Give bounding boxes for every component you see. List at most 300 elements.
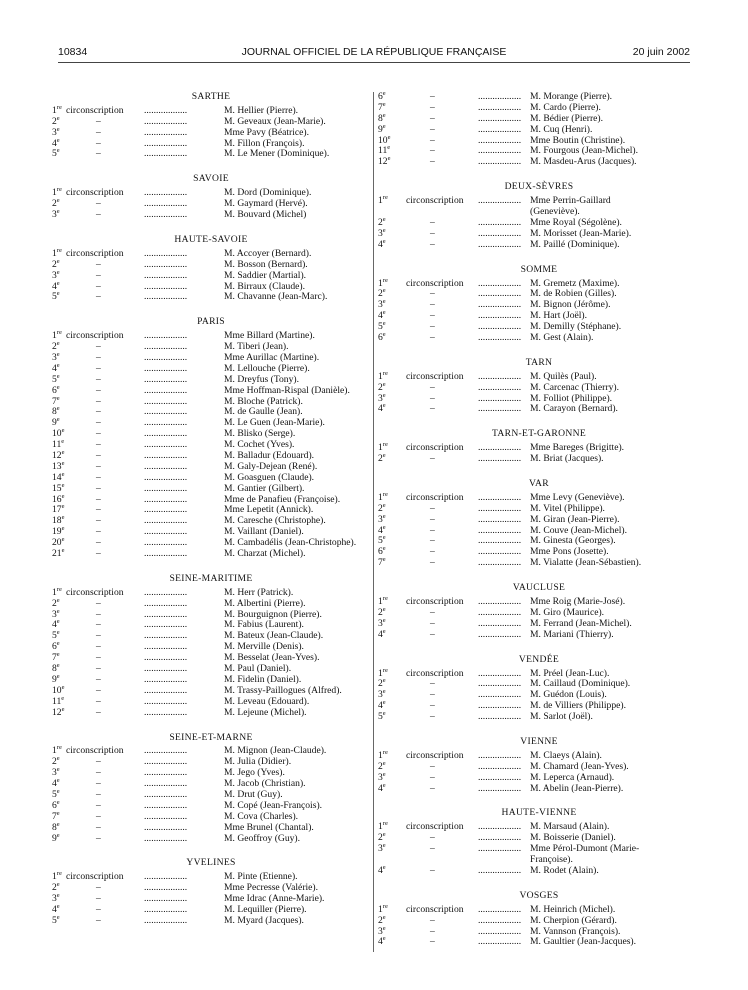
circonscription-number: 9e xyxy=(378,122,386,135)
ditto-dash: – xyxy=(430,513,435,525)
deputy-name: M. Giran (Jean-Pierre). xyxy=(530,513,620,525)
leader-dots: .................. xyxy=(478,914,522,926)
deputy-name: Mme Billard (Martine). xyxy=(224,330,315,342)
leader-dots: .................. xyxy=(144,137,188,149)
leader-dots: .................. xyxy=(144,684,188,696)
leader-dots: .................. xyxy=(478,557,522,569)
leader-dots: .................. xyxy=(144,799,188,811)
circonscription-row xyxy=(378,770,700,784)
circonscription-number: 3e xyxy=(52,891,60,905)
ditto-dash: – xyxy=(430,864,435,876)
circonscription-number: 21e xyxy=(52,546,65,560)
circonscription-number: 5e xyxy=(52,290,60,303)
deputy-name: M. Merville (Denis). xyxy=(224,641,304,653)
leader-dots: .................. xyxy=(478,123,522,135)
circonscription-number: 3e xyxy=(378,616,386,629)
circonscription-number: 3e xyxy=(52,607,60,620)
deputy-name: M. de Gaulle (Jean). xyxy=(224,406,303,418)
circonscription-row xyxy=(52,694,370,708)
department-title: VAUCLUSE xyxy=(512,582,566,594)
leader-dots: .................. xyxy=(478,101,522,113)
deputy-name: M. Ginesta (Georges). xyxy=(530,535,616,547)
circonscription-number: 1re xyxy=(378,594,388,608)
leader-dots: .................. xyxy=(478,453,522,465)
leader-dots: .................. xyxy=(144,778,188,790)
leader-dots: .................. xyxy=(144,526,188,538)
leader-dots: .................. xyxy=(144,395,188,407)
circonscription-number: 3e xyxy=(378,298,386,311)
deputy-name: M. Goasguen (Claude). xyxy=(224,471,315,483)
ditto-dash: – xyxy=(430,238,435,250)
circonscription-number: 3e xyxy=(378,226,386,239)
leader-dots: .................. xyxy=(478,310,522,322)
circonscription-row xyxy=(378,863,700,877)
leader-dots: .................. xyxy=(478,535,522,547)
deputy-name: M. Chamard (Jean-Yves). xyxy=(530,760,629,772)
leader-dots: .................. xyxy=(144,384,188,396)
circonscription-row xyxy=(378,781,700,795)
ditto-dash: – xyxy=(430,453,435,465)
leader-dots: .................. xyxy=(144,291,188,303)
deputy-name: M. Le Mener (Dominique). xyxy=(224,148,330,160)
leader-dots: .................. xyxy=(144,756,188,768)
deputy-name: M. Caillaud (Dominique). xyxy=(530,678,631,690)
deputy-name: M. Trassy-Paillogues (Alfred). xyxy=(224,684,342,696)
circonscription-number: 2e xyxy=(52,114,60,127)
deputy-name: M. Guédon (Louis). xyxy=(530,689,607,701)
deputy-name: M. Préel (Jean-Luc). xyxy=(530,667,610,679)
leader-dots: .................. xyxy=(478,864,522,876)
deputy-name: M. Blisko (Serge). xyxy=(224,428,296,440)
department-title: TARN xyxy=(525,356,553,368)
ditto-dash: – xyxy=(96,291,101,303)
ditto-dash: – xyxy=(430,936,435,948)
deputy-name: M. Galy-Dejean (René). xyxy=(224,460,318,472)
circonscription-number: 4e xyxy=(52,902,60,915)
ditto-dash: – xyxy=(96,280,101,292)
leader-dots: .................. xyxy=(478,392,522,404)
leader-dots: .................. xyxy=(144,904,188,915)
deputy-name: Mme Bareges (Brigitte). xyxy=(530,442,625,454)
ditto-dash: – xyxy=(96,493,101,505)
leader-dots: .................. xyxy=(144,209,188,221)
ditto-dash: – xyxy=(430,689,435,701)
circonscription-label: circonscription xyxy=(406,749,464,761)
deputy-name: M. Julia (Didier). xyxy=(224,756,292,768)
ditto-dash: – xyxy=(430,617,435,629)
circonscription-label: circonscription xyxy=(406,442,464,454)
circonscription-number: 8e xyxy=(52,405,60,418)
ditto-dash: – xyxy=(96,608,101,620)
circonscription-number: 12e xyxy=(52,705,65,718)
circonscription-number: 1re xyxy=(52,329,62,342)
deputy-name: M. Bateux (Jean-Claude). xyxy=(224,630,324,642)
leader-dots: .................. xyxy=(144,187,188,199)
circonscription-number: 4e xyxy=(52,136,60,149)
deputy-name: M. Boisserie (Daniel). xyxy=(530,832,616,844)
deputy-name: M. Quilès (Paul). xyxy=(530,370,597,382)
circonscription-row xyxy=(378,122,700,136)
leader-dots: .................. xyxy=(478,381,522,393)
circonscription-number: 1re xyxy=(378,666,388,679)
circonscription-number: 4e xyxy=(52,361,60,374)
circonscription-row xyxy=(378,627,700,641)
deputy-name: M. Bosson (Bernard). xyxy=(224,258,308,270)
ditto-dash: – xyxy=(96,832,101,844)
deputy-name: M. Pinte (Etienne). xyxy=(224,871,298,883)
circonscription-number: 4e xyxy=(378,781,386,794)
ditto-dash: – xyxy=(96,641,101,653)
ditto-dash: – xyxy=(430,156,435,168)
deputy-name: M. Vitel (Philippe). xyxy=(530,502,605,514)
leader-dots: .................. xyxy=(144,706,188,718)
circonscription-row xyxy=(52,809,370,823)
deputy-name: M. de Robien (Gilles). xyxy=(530,288,617,300)
deputy-name: Mme Hoffman-Rispal (Danièle). xyxy=(224,384,350,396)
ditto-dash: – xyxy=(96,137,101,149)
ditto-dash: – xyxy=(96,767,101,779)
deputy-name: Mme Royal (Ségolène). xyxy=(530,216,622,228)
department-title: VENDÉE xyxy=(518,653,560,665)
ditto-dash: – xyxy=(96,115,101,127)
leader-dots: .................. xyxy=(144,695,188,707)
circonscription-number: 5e xyxy=(52,372,60,385)
ditto-dash: – xyxy=(96,526,101,538)
leader-dots: .................. xyxy=(478,238,522,250)
circonscription-number: 8e xyxy=(52,661,60,675)
circonscription-number: 1re xyxy=(52,585,62,598)
circonscription-number: 4e xyxy=(52,279,60,292)
circonscription-number: 5e xyxy=(378,534,386,547)
leader-dots: .................. xyxy=(478,370,522,382)
ditto-dash: – xyxy=(430,628,435,640)
circonscription-number: 3e xyxy=(52,350,60,363)
leader-dots: .................. xyxy=(478,513,522,525)
circonscription-label: circonscription xyxy=(406,277,464,289)
deputy-name: M. Demilly (Stéphane). xyxy=(530,321,622,333)
leader-dots: .................. xyxy=(478,195,522,207)
circonscription-number: 7e xyxy=(378,100,386,113)
deputy-name: Mme Pons (Josette). xyxy=(530,546,609,558)
deputy-name: M. Leperca (Arnaud). xyxy=(530,771,615,783)
circonscription-number: 5e xyxy=(378,709,386,723)
deputy-name: M. Myard (Jacques). xyxy=(224,914,304,926)
leader-dots: .................. xyxy=(478,617,522,629)
leader-dots: .................. xyxy=(144,330,188,342)
circonscription-number: 5e xyxy=(52,913,60,926)
leader-dots: .................. xyxy=(478,524,522,536)
ditto-dash: – xyxy=(96,673,101,685)
deputy-name: Mme Roig (Marie-José). xyxy=(530,596,626,608)
deputy-name: M. Lejeune (Michel). xyxy=(224,706,307,718)
deputy-name: M. Bloche (Patrick). xyxy=(224,395,303,407)
leader-dots: .................. xyxy=(144,914,188,926)
circonscription-number: 2e xyxy=(378,287,386,300)
leader-dots: .................. xyxy=(144,417,188,429)
circonscription-number: 3e xyxy=(52,268,60,281)
ditto-dash: – xyxy=(96,597,101,609)
circonscription-number: 9e xyxy=(52,416,60,429)
circonscription-number: 6e xyxy=(52,640,60,653)
deputy-name: Mme Levy (Geneviève). xyxy=(530,491,625,503)
deputy-name: M. Fabius (Laurent). xyxy=(224,619,304,631)
ditto-dash: – xyxy=(96,395,101,407)
circonscription-number: 4e xyxy=(378,935,386,948)
ditto-dash: – xyxy=(96,341,101,353)
circonscription-row xyxy=(52,125,370,139)
deputy-name: M. Cochet (Yves). xyxy=(224,439,295,451)
circonscription-number: 1re xyxy=(378,490,388,503)
leader-dots: .................. xyxy=(144,871,188,883)
ditto-dash: – xyxy=(96,778,101,790)
left-column xyxy=(52,92,370,927)
leader-dots: .................. xyxy=(144,608,188,620)
circonscription-number: 1re xyxy=(378,369,388,382)
leader-dots: .................. xyxy=(144,439,188,451)
circonscription-number: 7e xyxy=(378,556,386,569)
deputy-name: M. Balladur (Edouard). xyxy=(224,450,315,461)
deputy-name: M. Gremetz (Maxime). xyxy=(530,277,620,289)
ditto-dash: – xyxy=(430,123,435,135)
leader-dots: .................. xyxy=(144,586,188,598)
deputy-name: M. Gaymard (Hervé). xyxy=(224,198,308,210)
deputy-name: M. Gantier (Gilbert). xyxy=(224,482,305,494)
leader-dots: .................. xyxy=(144,652,188,664)
ditto-dash: – xyxy=(96,652,101,664)
ditto-dash: – xyxy=(430,299,435,311)
leader-dots: .................. xyxy=(478,491,522,503)
circonscription-number: 3e xyxy=(378,688,386,701)
circonscription-number: 2e xyxy=(378,451,386,465)
circonscription-row xyxy=(52,913,370,927)
circonscription-number: 8e xyxy=(378,111,386,124)
deputy-name: Mme Boutin (Christine). xyxy=(530,134,626,146)
leader-dots: .................. xyxy=(144,341,188,353)
leader-dots: .................. xyxy=(478,403,522,415)
leader-dots: .................. xyxy=(144,504,188,516)
leader-dots: .................. xyxy=(144,767,188,779)
leader-dots: .................. xyxy=(478,91,522,102)
ditto-dash: – xyxy=(430,711,435,723)
ditto-dash: – xyxy=(96,548,101,560)
ditto-dash: – xyxy=(430,832,435,844)
circonscription-label: circonscription xyxy=(66,330,124,342)
circonscription-number: 9e xyxy=(52,831,60,844)
circonscription-number: 9e xyxy=(52,672,60,685)
leader-dots: .................. xyxy=(478,321,522,333)
leader-dots: .................. xyxy=(144,115,188,127)
circonscription-row xyxy=(378,902,700,916)
department-title: SEINE-ET-MARNE xyxy=(169,731,253,743)
ditto-dash: – xyxy=(430,771,435,783)
journal-title: JOURNAL OFFICIEL DE LA RÉPUBLIQUE FRANÇAISE xyxy=(241,46,507,58)
deputy-name: Mme Pavy (Béatrice). xyxy=(224,126,309,138)
ditto-dash: – xyxy=(96,904,101,915)
leader-dots: .................. xyxy=(478,606,522,618)
circonscription-row xyxy=(378,913,700,927)
leader-dots: .................. xyxy=(478,227,522,239)
circonscription-number: 2e xyxy=(52,339,60,353)
leader-dots: .................. xyxy=(478,442,522,454)
circonscription-label: circonscription xyxy=(66,745,124,757)
leader-dots: .................. xyxy=(144,428,188,440)
ditto-dash: – xyxy=(430,288,435,300)
ditto-dash: – xyxy=(430,331,435,343)
ditto-dash: – xyxy=(96,706,101,718)
leader-dots: .................. xyxy=(478,832,522,844)
department-title: VIENNE xyxy=(520,735,558,747)
circonscription-number: 1re xyxy=(378,193,388,207)
circonscription-number: 7e xyxy=(52,394,60,407)
circonscription-number: 19e xyxy=(52,525,65,538)
ditto-dash: – xyxy=(430,502,435,514)
circonscription-number: 4e xyxy=(378,402,386,415)
deputy-name: Mme Idrac (Anne-Marie). xyxy=(224,893,325,905)
circonscription-number: 6e xyxy=(52,383,60,396)
circonscription-number: 5e xyxy=(52,147,60,160)
leader-dots: .................. xyxy=(144,537,188,549)
deputy-name: M. Besselat (Jean-Yves). xyxy=(224,652,320,664)
deputy-name: M. Copé (Jean-François). xyxy=(224,799,323,811)
circonscription-number: 10e xyxy=(378,133,391,146)
circonscription-number: 10e xyxy=(52,683,65,696)
leader-dots: .................. xyxy=(144,406,188,418)
deputy-name: M. Paillé (Dominique). xyxy=(530,238,620,250)
deputy-name: Mme de Panafieu (Françoise). xyxy=(224,493,341,505)
deputy-name: M. Birraux (Claude). xyxy=(224,280,305,292)
ditto-dash: – xyxy=(96,362,101,374)
ditto-dash: – xyxy=(96,373,101,385)
circonscription-number: 18e xyxy=(52,514,65,527)
circonscription-row xyxy=(378,330,700,344)
deputy-name: M. Fidelin (Daniel). xyxy=(224,673,302,685)
ditto-dash: – xyxy=(430,134,435,146)
circonscription-row xyxy=(378,451,700,465)
leader-dots: .................. xyxy=(478,277,522,289)
deputy-name: M. Vannson (François). xyxy=(530,925,621,937)
department-title: PARIS xyxy=(197,316,225,328)
deputy-name: M. Giro (Maurice). xyxy=(530,606,605,618)
leader-dots: .................. xyxy=(478,216,522,228)
ditto-dash: – xyxy=(430,557,435,569)
deputy-name: M. Dreyfus (Tony). xyxy=(224,373,299,385)
circonscription-number: 1re xyxy=(378,748,388,761)
circonscription-number: 17e xyxy=(52,503,65,516)
ditto-dash: – xyxy=(96,209,101,221)
department-title: DEUX-SÈVRES xyxy=(504,181,574,193)
leader-dots: .................. xyxy=(478,299,522,311)
circonscription-number: 2e xyxy=(378,501,386,514)
leader-dots: .................. xyxy=(144,471,188,483)
ditto-dash: – xyxy=(96,515,101,527)
ditto-dash: – xyxy=(96,460,101,472)
circonscription-row xyxy=(52,292,370,303)
leader-dots: .................. xyxy=(144,482,188,494)
circonscription-label: circonscription xyxy=(406,667,464,679)
ditto-dash: – xyxy=(96,630,101,642)
circonscription-number: 2e xyxy=(52,881,60,894)
circonscription-number: 1re xyxy=(378,441,388,454)
circonscription-number: 11e xyxy=(52,437,65,451)
leader-dots: .................. xyxy=(144,258,188,270)
leader-dots: .................. xyxy=(144,788,188,800)
deputy-name: M. Paul (Daniel). xyxy=(224,663,292,675)
circonscription-row xyxy=(52,207,370,221)
deputy-name: M. Masdeu-Arus (Jacques). xyxy=(530,156,637,168)
circonscription-number: 2e xyxy=(52,755,60,768)
circonscription-number: 4e xyxy=(378,699,386,712)
deputy-name: M. Bignon (Jérôme). xyxy=(530,299,611,311)
department-title: SAVOIE xyxy=(193,173,229,185)
deputy-name: M. Cova (Charles). xyxy=(224,810,299,822)
leader-dots: .................. xyxy=(144,821,188,833)
circonscription-number: 1re xyxy=(52,870,62,883)
ditto-dash: – xyxy=(430,925,435,937)
leader-dots: .................. xyxy=(144,126,188,138)
circonscription-number: 3e xyxy=(52,125,60,138)
circonscription-label: circonscription xyxy=(406,821,464,833)
circonscription-number: 20e xyxy=(52,535,65,549)
ditto-dash: – xyxy=(430,112,435,124)
deputy-name: M. Morisset (Jean-Marie). xyxy=(530,227,632,239)
circonscription-row xyxy=(378,404,700,415)
deputy-name: M. Claeys (Alain). xyxy=(530,749,602,761)
circonscription-number: 4e xyxy=(378,627,386,640)
circonscription-number: 8e xyxy=(52,820,60,833)
ditto-dash: – xyxy=(96,810,101,822)
leader-dots: .................. xyxy=(478,628,522,640)
circonscription-number: 1re xyxy=(378,820,388,833)
department-title: SEINE-MARITIME xyxy=(169,572,253,584)
deputy-name: M. Drut (Guy). xyxy=(224,788,283,800)
circonscription-number: 3e xyxy=(52,207,60,221)
ditto-dash: – xyxy=(430,392,435,404)
leader-dots: .................. xyxy=(144,460,188,472)
deputy-name: M. Bédier (Pierre). xyxy=(530,112,603,124)
circonscription-number: 1re xyxy=(52,246,62,259)
ditto-dash: – xyxy=(430,843,435,855)
ditto-dash: – xyxy=(96,384,101,396)
circonscription-number: 4e xyxy=(378,309,386,322)
deputy-name: M. Bourguignon (Pierre). xyxy=(224,608,322,620)
deputy-name: Mme Pérol-Dumont (Marie-Françoise). xyxy=(530,843,640,866)
circonscription-row xyxy=(52,257,370,271)
circonscription-number: 14e xyxy=(52,470,65,483)
circonscription-number: 5e xyxy=(378,319,386,333)
circonscription-row xyxy=(52,596,370,610)
leader-dots: .................. xyxy=(478,667,522,679)
deputy-name: M. Sarlot (Joël). xyxy=(530,711,593,723)
deputy-name: M. Marsaud (Alain). xyxy=(530,821,610,833)
ditto-dash: – xyxy=(96,428,101,440)
department-title: HAUTE-VIENNE xyxy=(501,807,577,819)
leader-dots: .................. xyxy=(478,700,522,712)
leader-dots: .................. xyxy=(144,198,188,210)
ditto-dash: – xyxy=(96,269,101,281)
circonscription-row xyxy=(378,709,700,723)
deputy-name: M. Cherpion (Gérard). xyxy=(530,914,617,926)
ditto-dash: – xyxy=(96,406,101,418)
circonscription-label: circonscription xyxy=(406,370,464,382)
circonscription-number: 2e xyxy=(378,380,386,393)
department-title: HAUTE-SAVOIE xyxy=(174,233,248,245)
circonscription-number: 5e xyxy=(52,629,60,642)
deputy-name: M. Saddier (Martial). xyxy=(224,269,307,281)
leader-dots: .................. xyxy=(144,893,188,905)
deputy-name: M. Bouvard (Michel) xyxy=(224,209,307,221)
circonscription-number: 5e xyxy=(52,787,60,800)
deputy-name: Mme Aurillac (Martine). xyxy=(224,351,320,363)
